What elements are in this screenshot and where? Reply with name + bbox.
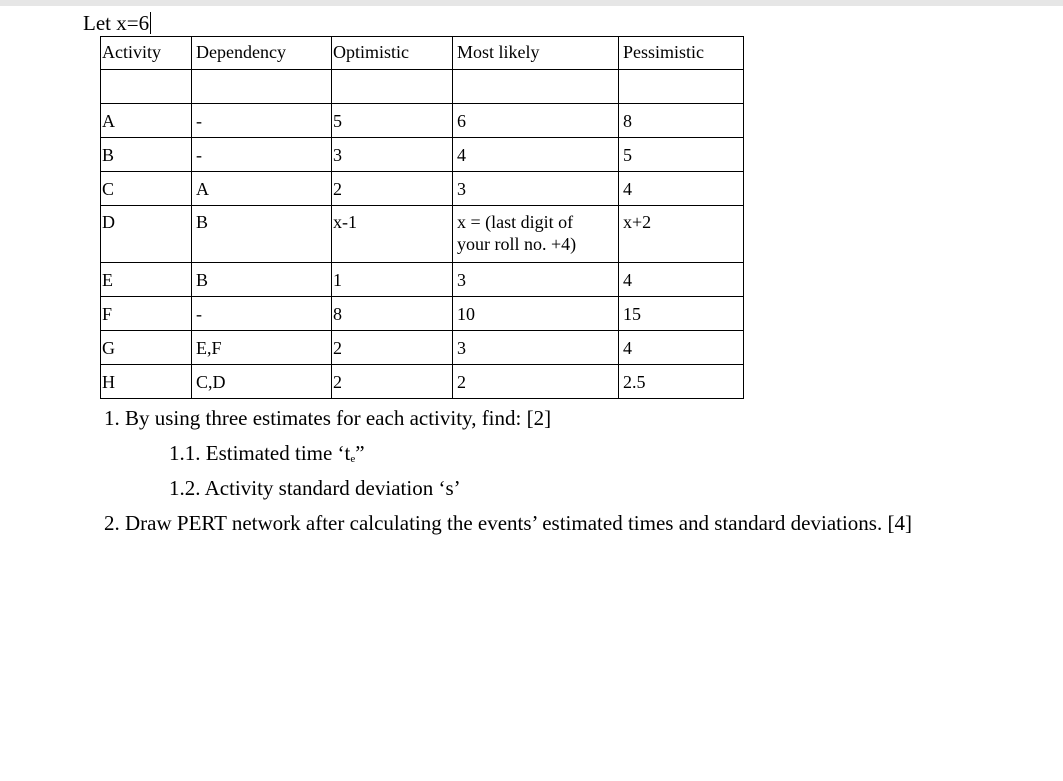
cell-most-likely: 4 xyxy=(453,138,619,172)
table-cell xyxy=(332,70,453,104)
cell-pessimistic: 4 xyxy=(619,331,744,365)
cell-dependency: E,F xyxy=(192,331,332,365)
cell-activity: E xyxy=(101,263,192,297)
cell-dependency: - xyxy=(192,138,332,172)
table-row xyxy=(101,172,744,206)
question-1-1-suffix: ” xyxy=(355,441,365,465)
header-activity: Activity xyxy=(101,37,192,70)
cell-activity: C xyxy=(101,172,192,206)
cell-pessimistic: 2.5 xyxy=(619,365,744,399)
activity-table xyxy=(100,36,744,399)
cell-pessimistic: 15 xyxy=(619,297,744,331)
cell-activity: F xyxy=(101,297,192,331)
text-cursor xyxy=(150,12,151,34)
header-optimistic: Optimistic xyxy=(332,37,453,70)
most-likely-line-2: your roll no. +4) xyxy=(457,234,577,254)
cell-most-likely: 10 xyxy=(453,297,619,331)
cell-activity: G xyxy=(101,331,192,365)
header-most-likely: Most likely xyxy=(453,37,619,70)
cell-pessimistic: 8 xyxy=(619,104,744,138)
cell-pessimistic: 4 xyxy=(619,172,744,206)
cell-activity: B xyxy=(101,138,192,172)
cell-optimistic: 3 xyxy=(332,138,453,172)
cell-optimistic: x-1 xyxy=(332,206,453,263)
table-row xyxy=(101,138,744,172)
table-cell xyxy=(101,70,192,104)
cell-most-likely: 2 xyxy=(453,365,619,399)
cell-dependency: C,D xyxy=(192,365,332,399)
cell-most-likely: 3 xyxy=(453,263,619,297)
most-likely-line-1: x = (last digit of xyxy=(457,212,574,232)
cell-dependency: B xyxy=(192,263,332,297)
cell-activity: H xyxy=(101,365,192,399)
cell-pessimistic: 4 xyxy=(619,263,744,297)
cell-pessimistic: 5 xyxy=(619,138,744,172)
question-1-2: 1.2. Activity standard deviation ‘s’ xyxy=(169,476,461,500)
cell-dependency: A xyxy=(192,172,332,206)
table-row xyxy=(101,331,744,365)
table-row-blank xyxy=(101,70,744,104)
cell-activity: A xyxy=(101,104,192,138)
cell-dependency: B xyxy=(192,206,332,263)
table-cell xyxy=(453,70,619,104)
window-top-bar xyxy=(0,0,1063,6)
table-row xyxy=(101,297,744,331)
table-cell xyxy=(619,70,744,104)
header-dependency: Dependency xyxy=(192,37,332,70)
cell-optimistic: 2 xyxy=(332,172,453,206)
cell-optimistic: 8 xyxy=(332,297,453,331)
document-title[interactable] xyxy=(83,10,151,36)
cell-optimistic: 5 xyxy=(332,104,453,138)
table-row xyxy=(101,206,744,263)
cell-optimistic: 2 xyxy=(332,365,453,399)
cell-optimistic: 1 xyxy=(332,263,453,297)
question-2: 2. Draw PERT network after calculating the events’ estimated times and standard deviations. [4] xyxy=(104,511,912,535)
question-1: 1. By using three estimates for each activity, find: [2] xyxy=(104,406,552,430)
cell-dependency: - xyxy=(192,297,332,331)
cell-pessimistic: x+2 xyxy=(619,206,744,263)
cell-activity: D xyxy=(101,206,192,263)
table-row xyxy=(101,263,744,297)
header-pessimistic: Pessimistic xyxy=(619,37,744,70)
table-row xyxy=(101,104,744,138)
cell-most-likely: 3 xyxy=(453,331,619,365)
question-1-1-subscript: e xyxy=(350,453,356,465)
cell-dependency: - xyxy=(192,104,332,138)
table-cell xyxy=(192,70,332,104)
cell-most-likely: 3 xyxy=(453,172,619,206)
table-row xyxy=(101,365,744,399)
title-text: Let x=6 xyxy=(83,11,150,35)
table-header-row xyxy=(101,37,744,70)
question-1-1-prefix: 1.1. Estimated time ‘t xyxy=(169,441,351,465)
question-1-1 xyxy=(169,440,365,472)
cell-optimistic: 2 xyxy=(332,331,453,365)
cell-most-likely xyxy=(453,206,619,263)
cell-most-likely: 6 xyxy=(453,104,619,138)
